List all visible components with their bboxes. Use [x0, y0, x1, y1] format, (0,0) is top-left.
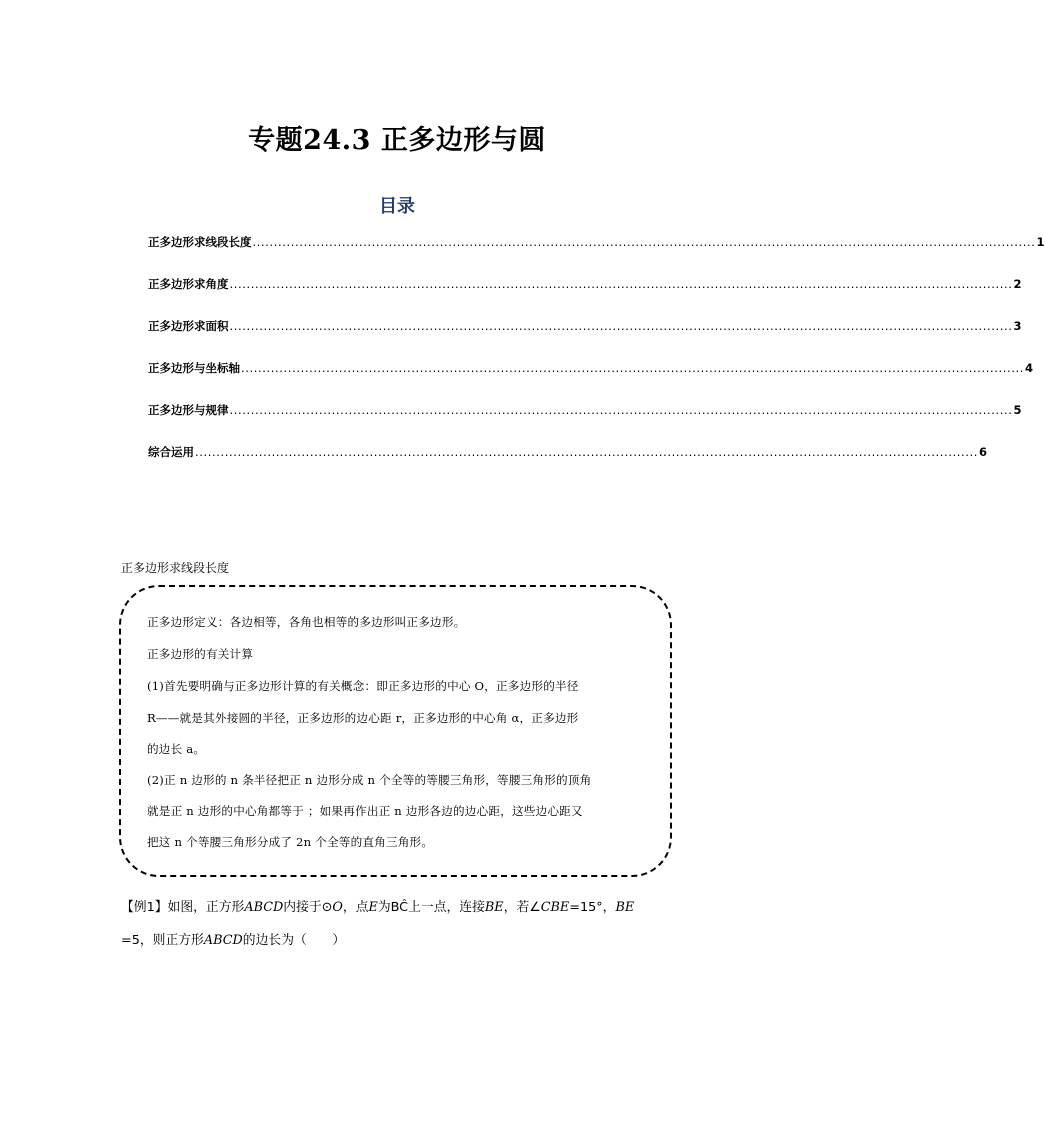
toc-item-page: 3: [1013, 319, 1022, 333]
toc-item-label: 正多边形求面积: [148, 319, 229, 333]
toc-leader-dots: ........................................................................................................................................................................................: [229, 277, 1013, 291]
box-line: (1)首先要明确与正多边形计算的有关概念：即正多边形的中心 O，正多边形的半径: [147, 679, 579, 693]
example-text: 的边长为（ ）: [242, 933, 346, 948]
toc-item-page: 6: [979, 445, 988, 459]
example-math: ABCD: [203, 933, 243, 948]
toc-item-label: 正多边形求线段长度: [148, 235, 252, 249]
toc-heading: 目录: [379, 196, 415, 217]
example-math: O: [332, 900, 343, 915]
box-line: (2)正 n 边形的 n 条半径把正 n 边形分成 n 个全等的等腰三角形，等腰三角形的顶角: [147, 773, 592, 787]
example-math: E: [368, 900, 378, 915]
example-text: 【例1】如图，正方形: [121, 900, 245, 915]
toc-item-label: 正多边形求角度: [148, 277, 229, 291]
toc-item-label: 正多边形与规律: [148, 403, 229, 417]
box-line-definition: 正多边形定义：各边相等，各角也相等的多边形叫正多边形。: [147, 615, 466, 629]
toc-leader-dots: ........................................................................................................................................................................................: [252, 235, 1036, 249]
toc-item-page: 4: [1025, 361, 1034, 375]
box-line: 就是正 n 边形的中心角都等于 ；如果再作出正 n 边形各边的边心距，这些边心距又: [147, 804, 583, 818]
example-text: ，点: [342, 900, 369, 915]
toc-item-label: 正多边形与坐标轴: [148, 361, 240, 375]
toc-item-5[interactable]: [148, 402, 1022, 422]
toc-leader-dots: ........................................................................................................................................................................................: [229, 403, 1013, 417]
example-line-2: [121, 929, 345, 948]
toc-item-page: 1: [1036, 235, 1045, 249]
example-line-1: [121, 896, 634, 915]
toc-item-1[interactable]: [148, 234, 1045, 254]
toc-item-page: 5: [1013, 403, 1022, 417]
example-text: =15°，: [569, 900, 616, 915]
box-line: 的边长 a。: [147, 742, 206, 756]
section-title: 正多边形求线段长度: [121, 561, 230, 575]
toc-item-3[interactable]: [148, 318, 1022, 338]
toc-item-6[interactable]: [148, 444, 988, 464]
example-math: BE: [484, 900, 504, 915]
toc-leader-dots: ........................................................................................................................................................................................: [229, 319, 1013, 333]
example-text: =5，则正方形: [121, 933, 204, 948]
toc-item-label: 综合运用: [148, 445, 194, 459]
box-line: 把这 n 个等腰三角形分成了 2n 个全等的直角三角形。: [147, 835, 434, 849]
box-line: R——就是其外接圆的半径，正多边形的边心距 r，正多边形的中心角 α，正多边形: [147, 711, 579, 725]
toc-item-4[interactable]: [148, 360, 1034, 380]
toc-leader-dots: ........................................................................................................................................................................................: [241, 361, 1025, 375]
toc-item-page: 2: [1013, 277, 1022, 291]
example-math: CBE: [540, 900, 570, 915]
toc-item-2[interactable]: [148, 276, 1022, 296]
example-math: BE: [615, 900, 635, 915]
toc-leader-dots: ........................................................................................................................................................................................: [195, 445, 979, 459]
page-title: 专题24.3 正多边形与圆: [248, 125, 546, 156]
box-line-subheading: 正多边形的有关计算: [147, 647, 254, 661]
example-text: 内接于⊙: [283, 900, 333, 915]
example-text: 为BĈ上一点，连接: [377, 900, 485, 915]
example-math: ABCD: [244, 900, 284, 915]
example-text: ，若∠: [503, 900, 541, 915]
